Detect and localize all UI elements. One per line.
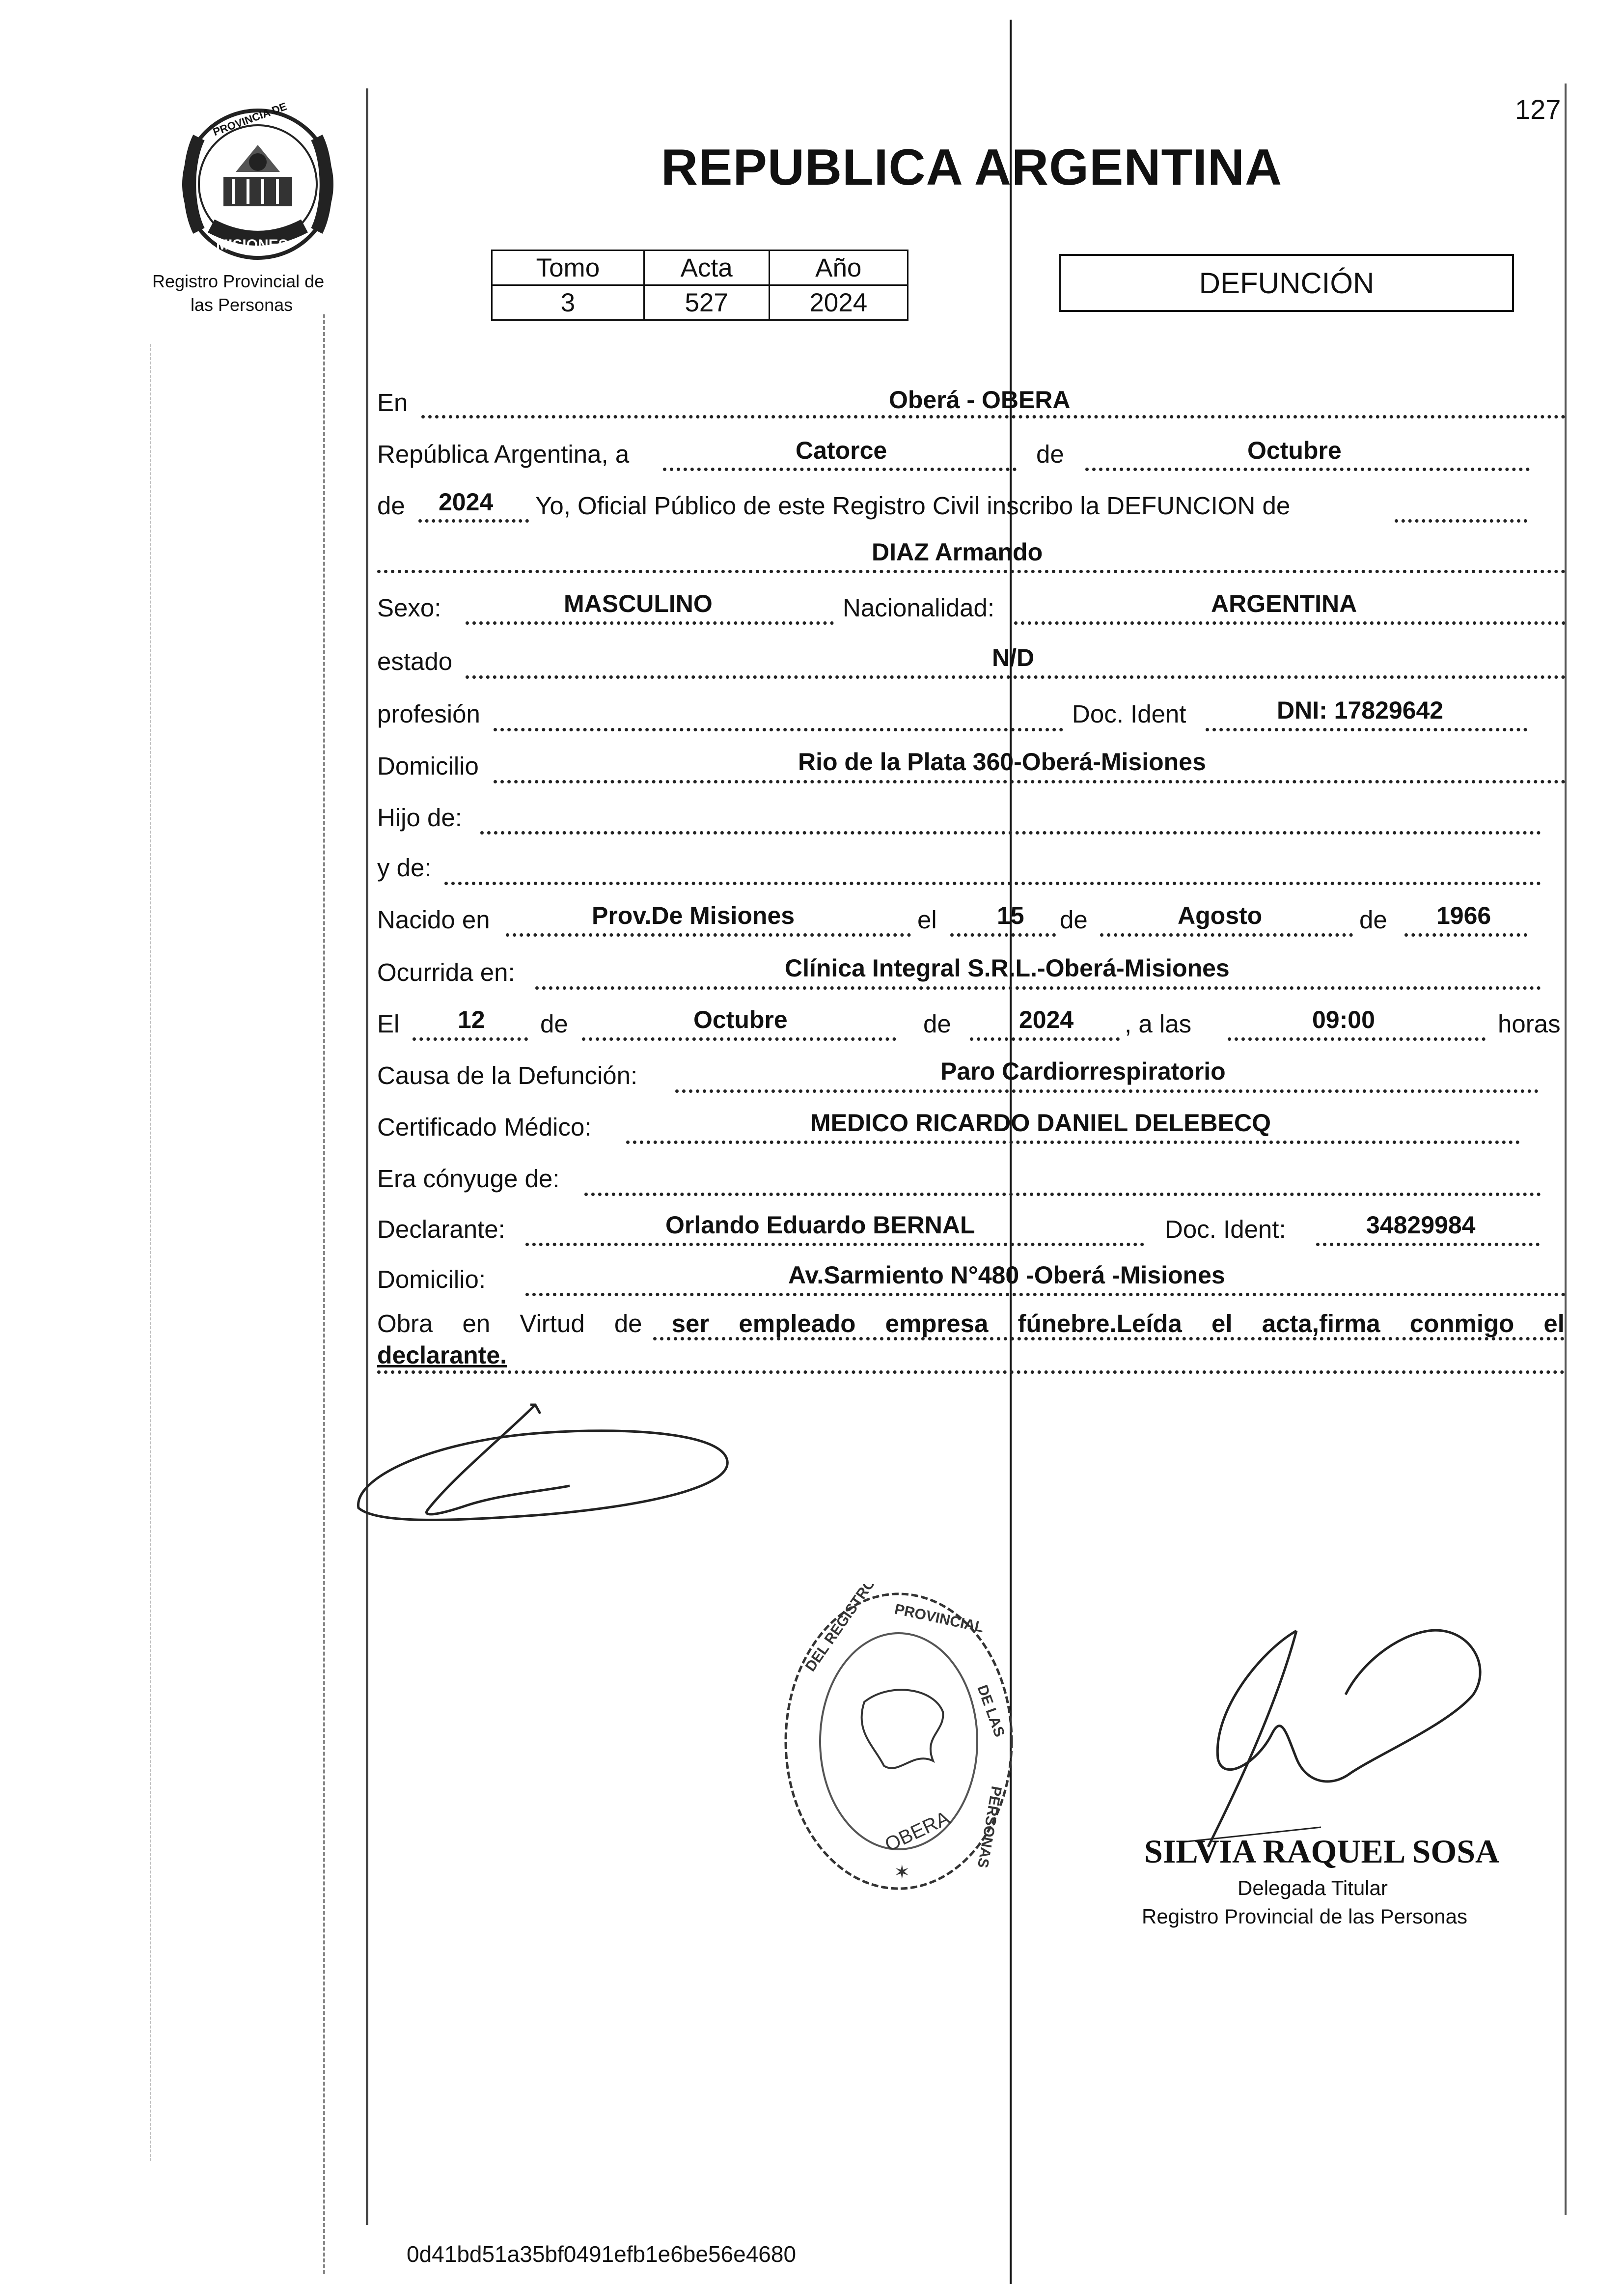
line-nacido-en [506, 933, 911, 937]
document-hash: 0d41bd51a35bf0491efb1e6be56e4680 [407, 2241, 797, 2267]
line-nombre [377, 570, 1566, 573]
value-nacionalidad: ARGENTINA [1211, 590, 1357, 617]
line-anio-def [970, 1037, 1120, 1041]
label-horas: horas [1498, 1010, 1561, 1038]
line-en [421, 415, 1566, 418]
line-mes [1085, 468, 1530, 471]
line-obra-2 [377, 1370, 1565, 1374]
value-obra-word: acta,firma [1262, 1309, 1380, 1337]
line-tail-3 [1395, 519, 1527, 523]
value-mes-def: Octubre [693, 1006, 788, 1033]
label-de-anio-def: de [923, 1010, 951, 1038]
label-de-mes-def: de [540, 1010, 568, 1038]
line-conyuge [584, 1193, 1541, 1196]
line-hora [1228, 1037, 1486, 1041]
line-dia [663, 468, 1017, 471]
line-sexo [466, 621, 834, 625]
label-y-de: y de: [377, 854, 432, 882]
document-type-label: DEFUNCIÓN [1199, 266, 1375, 300]
value-obra-word: conmigo [1409, 1309, 1514, 1337]
value-obra-word: ser [671, 1309, 710, 1337]
official-stamp [776, 1584, 1021, 1898]
line-certificado [626, 1141, 1520, 1144]
label-sexo: Sexo: [377, 594, 441, 622]
label-de-anio: de [377, 492, 405, 520]
label-republica: República Argentina, a [377, 440, 630, 468]
label-profesion: profesión [377, 700, 480, 728]
official-name: SILVIA RAQUEL SOSA [1144, 1833, 1500, 1870]
org-name-line2: las Personas [191, 295, 293, 315]
value-dia-def: 12 [458, 1006, 485, 1033]
label-hijo-de: Hijo de: [377, 804, 462, 832]
value-obra-word: fúnebre.Leída [1018, 1309, 1182, 1337]
org-name-line1: Registro Provincial de [152, 271, 325, 291]
value-mes-acta: Octubre [1247, 437, 1342, 464]
label-doc-ident-declarante: Doc. Ident: [1165, 1215, 1286, 1243]
value-sexo: MASCULINO [564, 590, 713, 617]
svg-text:DEL REGISTRO: DEL REGISTRO [802, 1584, 879, 1675]
line-doc-declarante [1316, 1243, 1540, 1246]
label-doc-ident: Doc. Ident [1072, 700, 1186, 728]
label-obra-word: de [614, 1309, 642, 1337]
value-obra-word: el [1211, 1309, 1233, 1337]
value-ocurrida-en: Clínica Integral S.R.L.-Oberá-Misiones [785, 954, 1230, 982]
svg-text:PROVINCIAL: PROVINCIAL [893, 1601, 986, 1636]
center-fold-line [1010, 20, 1012, 2284]
line-ocurrida-en [535, 986, 1541, 990]
line-anio [418, 519, 529, 523]
line-obra [653, 1337, 1565, 1340]
line-anio-nac [1404, 933, 1527, 937]
declarant-signature [339, 1385, 746, 1542]
label-yo-oficial: Yo, Oficial Público de este Registro Civil inscribo la DEFUNCION de [535, 492, 1291, 520]
value-certificado: MEDICO RICARDO DANIEL DELEBECQ [810, 1109, 1271, 1137]
line-nacionalidad [1014, 621, 1566, 625]
label-de-mes-nac: de [1060, 906, 1088, 934]
line-domicilio-declarante [525, 1293, 1566, 1296]
value-obra-word: el [1543, 1309, 1565, 1337]
registry-header-anio: Año [769, 251, 908, 285]
value-lugar: Oberá - OBERA [889, 386, 1071, 414]
svg-text:OBERA: OBERA [881, 1807, 953, 1856]
line-dia-nac [950, 933, 1056, 937]
document-title: REPUBLICA ARGENTINA [661, 139, 1283, 196]
label-nacionalidad: Nacionalidad: [843, 594, 995, 622]
registry-header-row [492, 251, 908, 285]
line-dia-def [413, 1037, 528, 1041]
svg-text:✶: ✶ [894, 1861, 910, 1884]
registry-table [491, 250, 908, 321]
value-anio-nac: 1966 [1436, 902, 1491, 929]
official-signature [1174, 1611, 1508, 1866]
registry-header-tomo: Tomo [492, 251, 644, 285]
label-certificado: Certificado Médico: [377, 1113, 592, 1141]
label-de-mes: de [1036, 440, 1064, 468]
page-number: 127 [1515, 94, 1561, 125]
value-estado: N/D [992, 644, 1035, 671]
label-a-las: , a las [1125, 1010, 1192, 1038]
registry-value-tomo: 3 [492, 285, 644, 320]
value-anio-def: 2024 [1019, 1006, 1074, 1033]
label-conyuge: Era cónyuge de: [377, 1165, 560, 1193]
label-ocurrida-en: Ocurrida en: [377, 958, 515, 986]
registry-value-anio: 2024 [769, 285, 908, 320]
label-el-nac: el [917, 906, 937, 934]
value-hora: 09:00 [1312, 1006, 1375, 1033]
label-estado: estado [377, 647, 453, 675]
value-obra-word: empleado [739, 1309, 856, 1337]
right-margin-rule [1565, 84, 1567, 2215]
official-title: Delegada Titular [1238, 1876, 1388, 1899]
line-declarante [525, 1243, 1144, 1246]
line-estado [466, 675, 1566, 679]
value-doc-declarante: 34829984 [1366, 1211, 1476, 1239]
label-declarante: Declarante: [377, 1215, 505, 1243]
label-nacido-en: Nacido en [377, 906, 490, 934]
label-en: En [377, 389, 408, 417]
label-domicilio-declarante: Domicilio: [377, 1265, 486, 1293]
value-obra-word: empresa [885, 1309, 989, 1337]
line-profesion [494, 728, 1063, 731]
document-type-box [1059, 254, 1514, 312]
label-de-anio-nac: de [1359, 906, 1387, 934]
registry-header-acta: Acta [644, 251, 769, 285]
line-mes-nac [1100, 933, 1353, 937]
registry-value-row [492, 285, 908, 320]
obra-en-virtud-line [377, 1309, 1565, 1338]
line-mes-def [582, 1037, 896, 1041]
sidebar-dash-line-2 [150, 344, 151, 2161]
value-nombre: DIAZ Armando [872, 538, 1043, 566]
line-y-de [444, 882, 1541, 885]
registry-value-acta: 527 [644, 285, 769, 320]
left-margin-rule [366, 88, 368, 2225]
line-doc-ident [1206, 728, 1527, 731]
value-domicilio: Rio de la Plata 360-Oberá-Misiones [798, 748, 1206, 776]
label-el-def: El [377, 1010, 400, 1038]
line-domicilio [494, 780, 1566, 783]
line-hijo-de [480, 831, 1541, 835]
label-obra-word: en [462, 1309, 491, 1337]
value-dia-letras: Catorce [796, 437, 887, 464]
sidebar-dash-line [323, 314, 325, 2274]
value-mes-nac: Agosto [1178, 902, 1263, 929]
emblem-text-top: PROVINCIA DE [211, 100, 289, 139]
label-obra-word: Virtud [520, 1309, 585, 1337]
official-org: Registro Provincial de las Personas [1142, 1905, 1467, 1928]
emblem-text-bottom: MISIONES [216, 237, 288, 253]
value-causa: Paro Cardiorrespiratorio [940, 1058, 1226, 1085]
label-causa: Causa de la Defunción: [377, 1061, 638, 1089]
value-anio-acta: 2024 [439, 488, 494, 516]
line-causa [675, 1089, 1539, 1093]
value-nacido-en: Prov.De Misiones [592, 902, 795, 929]
value-obra-line2: declarante. [377, 1341, 507, 1369]
value-dia-nac: 15 [997, 902, 1024, 929]
label-domicilio: Domicilio [377, 752, 479, 780]
value-doc-ident: DNI: 17829642 [1277, 696, 1444, 724]
svg-text:DE LAS: DE LAS [974, 1683, 1008, 1739]
value-domicilio-declarante: Av.Sarmiento N°480 -Oberá -Misiones [788, 1261, 1225, 1289]
value-declarante: Orlando Eduardo BERNAL [665, 1211, 975, 1239]
label-obra-word: Obra [377, 1309, 433, 1337]
svg-text:PERSONAS: PERSONAS [974, 1784, 1005, 1869]
